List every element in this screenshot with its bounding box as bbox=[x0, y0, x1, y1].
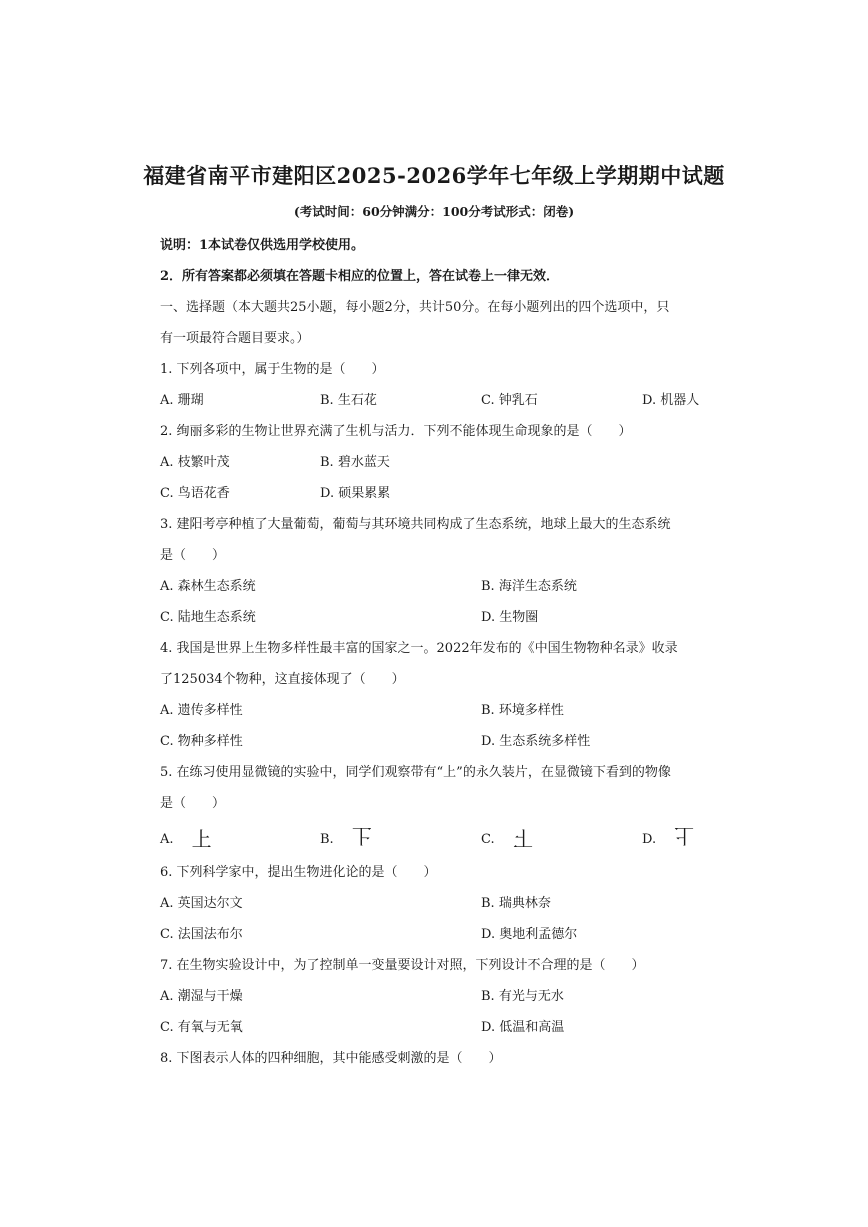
question-4-option-a: A. 遗传多样性 bbox=[160, 703, 243, 718]
question-6-option-a: A. 英国达尔文 bbox=[160, 896, 243, 911]
question-4-option-c: C. 物种多样性 bbox=[160, 734, 243, 749]
note-line-2: 2．所有答案都必须填在答题卡相应的位置上，答在试卷上一律无效． bbox=[160, 269, 560, 284]
question-3-option-a: A. 森林生态系统 bbox=[160, 579, 256, 594]
question-1-stem: 1. 下列各项中，属于生物的是（ ） bbox=[160, 362, 385, 377]
question-5-option-d bbox=[642, 823, 694, 852]
page-title: 福建省南平市建阳区2025-2026学年七年级上学期期中试题 bbox=[143, 163, 725, 188]
question-3-stem-line-2: 是（ ） bbox=[160, 548, 226, 563]
question-5-stem-line-1: 5. 在练习使用显微镜的实验中，同学们观察带有“上”的永久装片，在显微镜下看到的物像 bbox=[160, 765, 671, 780]
question-7-stem: 7. 在生物实验设计中，为了控制单一变量要设计对照，下列设计不合理的是（ ） bbox=[160, 958, 645, 973]
question-4-option-d: D. 生态系统多样性 bbox=[481, 734, 591, 749]
question-2-option-a: A. 枝繁叶茂 bbox=[160, 455, 230, 470]
option-letter: D. bbox=[642, 832, 657, 847]
question-3-option-b: B. 海洋生态系统 bbox=[481, 579, 577, 594]
character-flipped-horizontal-image: 上 bbox=[512, 827, 533, 851]
character-flipped-vertical-image: 上 bbox=[351, 824, 372, 848]
question-2-stem: 2. 绚丽多彩的生物让世界充满了生机与活力．下列不能体现生命现象的是（ ） bbox=[160, 424, 632, 439]
question-2-option-b: B. 碧水蓝天 bbox=[320, 455, 390, 470]
question-3-stem-line-1: 3. 建阳考亭种植了大量葡萄，葡萄与其环境共同构成了生态系统，地球上最大的生态系统 bbox=[160, 517, 671, 532]
question-4-option-b: B. 环境多样性 bbox=[481, 703, 564, 718]
option-letter: C. bbox=[481, 832, 495, 847]
question-6-option-b: B. 瑞典林奈 bbox=[481, 896, 551, 911]
question-6-stem: 6. 下列科学家中，提出生物进化论的是（ ） bbox=[160, 865, 437, 880]
question-1-option-c: C. 钟乳石 bbox=[481, 393, 538, 408]
question-7-option-a: A. 潮湿与干燥 bbox=[160, 989, 243, 1004]
question-7-option-b: B. 有光与无水 bbox=[481, 989, 564, 1004]
question-3-option-d: D. 生物圈 bbox=[481, 610, 539, 625]
character-upright-image: 上 bbox=[191, 827, 212, 851]
section-heading-line-2: 有一项最符合题目要求。） bbox=[160, 331, 310, 346]
question-3-option-c: C. 陆地生态系统 bbox=[160, 610, 256, 625]
question-5-stem-line-2: 是（ ） bbox=[160, 796, 226, 811]
question-7-option-c: C. 有氧与无氧 bbox=[160, 1020, 243, 1035]
question-8-stem: 8. 下图表示人体的四种细胞，其中能感受刺激的是（ ） bbox=[160, 1051, 502, 1066]
question-4-stem-line-1: 4. 我国是世界上生物多样性最丰富的国家之一。2022年发布的《中国生物物种名录》收录 bbox=[160, 641, 678, 656]
option-letter: B. bbox=[320, 832, 334, 847]
question-5-option-a bbox=[160, 823, 212, 852]
question-2-option-d: D. 硕果累累 bbox=[320, 486, 391, 501]
question-7-option-d: D. 低温和高温 bbox=[481, 1020, 565, 1035]
question-2-option-c: C. 鸟语花香 bbox=[160, 486, 230, 501]
question-6-option-c: C. 法国法布尔 bbox=[160, 927, 243, 942]
question-6-option-d: D. 奥地利孟德尔 bbox=[481, 927, 578, 942]
note-line-1: 说明：1本试卷仅供选用学校使用。 bbox=[160, 238, 365, 253]
option-letter: A. bbox=[160, 832, 174, 847]
section-heading-line-1: 一、选择题（本大题共25小题，每小题2分，共计50分。在每小题列出的四个选项中，只 bbox=[160, 300, 670, 315]
question-1-option-d: D. 机器人 bbox=[642, 393, 700, 408]
question-1-option-a: A. 珊瑚 bbox=[160, 393, 204, 408]
question-5-option-b bbox=[320, 823, 372, 852]
question-5-option-c bbox=[481, 823, 533, 852]
exam-info: (考试时间：60分钟满分：100分考试形式：闭卷) bbox=[293, 204, 575, 219]
question-1-option-b: B. 生石花 bbox=[320, 393, 377, 408]
question-4-stem-line-2: 了125034个物种，这直接体现了（ ） bbox=[160, 672, 405, 687]
character-rotated-image: 上 bbox=[674, 824, 695, 848]
